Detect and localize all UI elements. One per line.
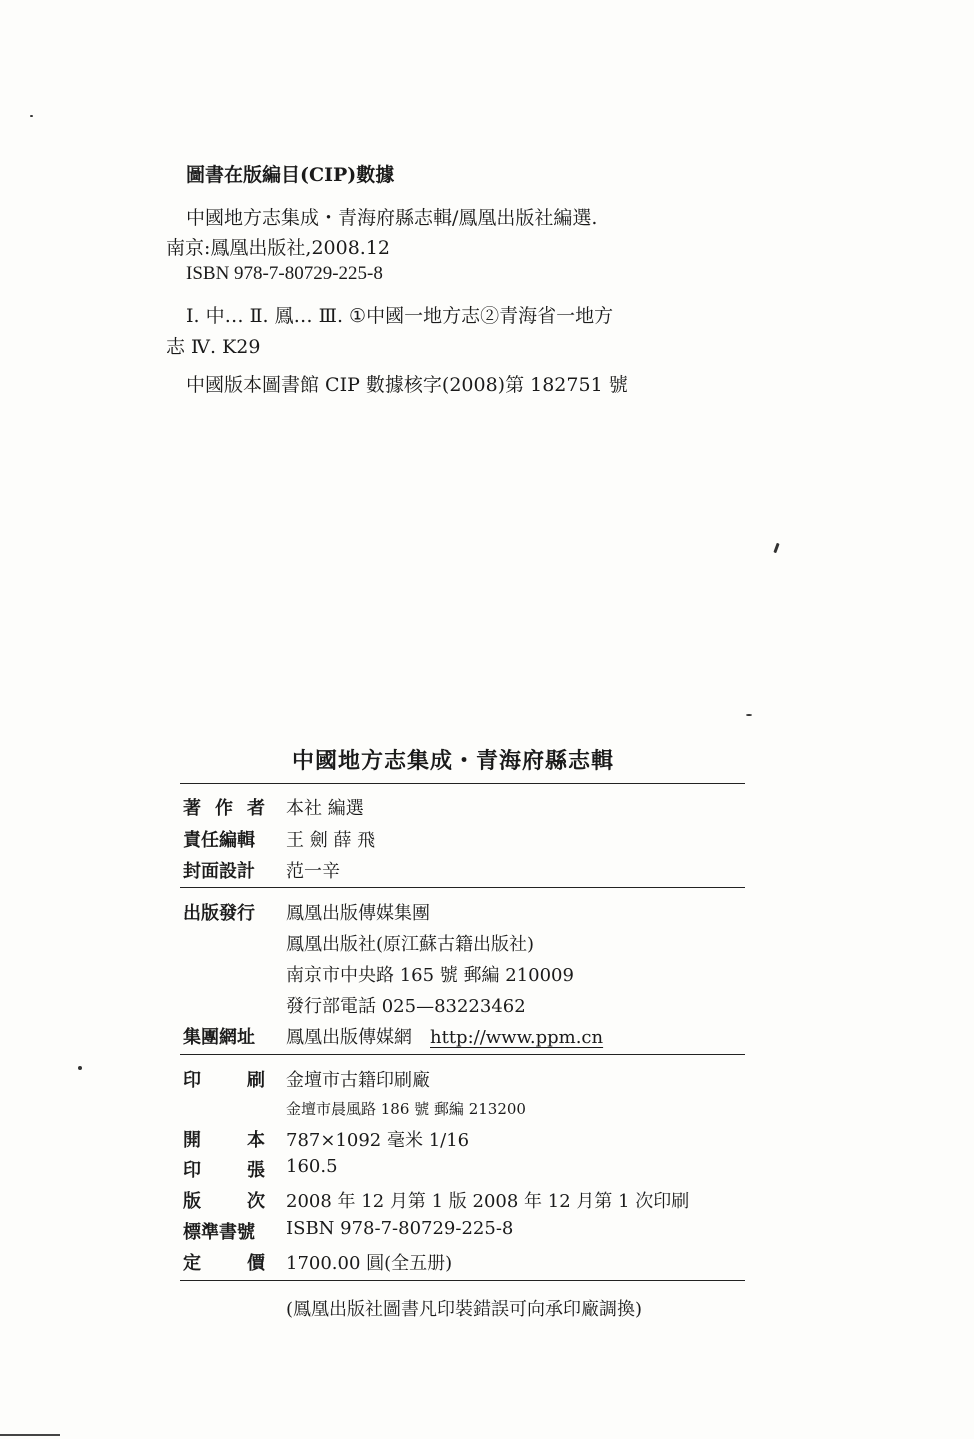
divider-rule bbox=[180, 783, 745, 784]
cip-classification-line: Ⅰ. 中… Ⅱ. 鳳… Ⅲ. ①中國一地方志②青海省一地方 bbox=[186, 305, 614, 327]
divider-rule bbox=[180, 1054, 745, 1055]
cip-classification-line-cont: 志 Ⅳ. K29 bbox=[166, 336, 261, 358]
author-label-char: 者 bbox=[247, 798, 265, 819]
cover-design-value: 范一辛 bbox=[286, 861, 340, 882]
divider-rule bbox=[180, 1280, 745, 1281]
format-label bbox=[183, 1126, 265, 1152]
edition-label-char: 次 bbox=[247, 1191, 265, 1212]
printer-label-char: 印 bbox=[183, 1070, 201, 1091]
publisher-phone: 發行部電話 025—83223462 bbox=[286, 996, 526, 1017]
isbn-value: ISBN 978-7-80729-225-8 bbox=[286, 1218, 514, 1239]
cip-heading: 圖書在版編目(CIP)數據 bbox=[186, 164, 395, 186]
format-label-char: 本 bbox=[247, 1130, 265, 1151]
publisher-line: 鳳凰出版傳媒集團 bbox=[286, 903, 430, 924]
colophon-title-text: 中國地方志集成・青海府縣志輯 bbox=[291, 748, 614, 774]
author-label bbox=[183, 794, 265, 820]
cip-record-number: 中國版本圖書館 CIP 數據核字(2008)第 182751 號 bbox=[186, 374, 628, 396]
edition-label-char: 版 bbox=[183, 1191, 201, 1212]
format-label-char: 開 bbox=[183, 1130, 201, 1151]
sheets-label bbox=[183, 1156, 265, 1182]
sheets-value: 160.5 bbox=[286, 1156, 338, 1177]
author-label-char: 著 bbox=[183, 798, 201, 819]
scan-speck bbox=[746, 714, 752, 716]
cip-title-line: 中國地方志集成・青海府縣志輯/鳳凰出版社編選. bbox=[186, 207, 598, 229]
author-label-char: 作 bbox=[215, 798, 233, 819]
scan-edge-line bbox=[0, 1434, 60, 1436]
cover-design-label: 封面設計 bbox=[183, 861, 255, 882]
cip-isbn-line: ISBN 978-7-80729-225-8 bbox=[186, 263, 383, 284]
scan-speck bbox=[30, 115, 33, 117]
printer-label bbox=[183, 1066, 265, 1092]
format-value: 787×1092 毫米 1/16 bbox=[286, 1130, 470, 1151]
colophon-title bbox=[0, 744, 974, 775]
editor-value: 王 劍 薛 飛 bbox=[286, 830, 376, 851]
price-label bbox=[183, 1249, 265, 1275]
sheets-label-char: 印 bbox=[183, 1160, 201, 1181]
divider-rule bbox=[180, 887, 745, 888]
scan-speck bbox=[773, 543, 779, 553]
price-label-char: 價 bbox=[247, 1253, 265, 1274]
scan-speck bbox=[78, 1066, 82, 1070]
editor-label: 責任編輯 bbox=[183, 830, 255, 851]
printer-address: 金壇市晨風路 186 號 郵編 213200 bbox=[286, 1100, 526, 1118]
sheets-label-char: 張 bbox=[247, 1160, 265, 1181]
footer-note: (鳳凰出版社圖書凡印裝錯誤可向承印廠調換) bbox=[286, 1299, 643, 1320]
author-value: 本社 編選 bbox=[286, 798, 364, 819]
publisher-label: 出版發行 bbox=[183, 903, 255, 924]
website-label: 集團網址 bbox=[183, 1027, 255, 1048]
website-link[interactable]: http://www.ppm.cn bbox=[430, 1027, 604, 1048]
website-value bbox=[286, 1023, 603, 1049]
isbn-label: 標準書號 bbox=[183, 1222, 255, 1243]
price-label-char: 定 bbox=[183, 1253, 201, 1274]
publisher-address: 南京市中央路 165 號 郵編 210009 bbox=[286, 965, 574, 986]
price-value: 1700.00 圓(全五册) bbox=[286, 1253, 453, 1274]
edition-value: 2008 年 12 月第 1 版 2008 年 12 月第 1 次印刷 bbox=[286, 1191, 690, 1212]
website-name: 鳳凰出版傳媒網 bbox=[286, 1027, 412, 1048]
publisher-line: 鳳凰出版社(原江蘇古籍出版社) bbox=[286, 934, 535, 955]
printer-label-char: 刷 bbox=[247, 1070, 265, 1091]
printer-value: 金壇市古籍印刷廠 bbox=[286, 1070, 430, 1091]
cip-publisher-line: 南京:鳳凰出版社,2008.12 bbox=[166, 237, 391, 259]
edition-label bbox=[183, 1187, 265, 1213]
